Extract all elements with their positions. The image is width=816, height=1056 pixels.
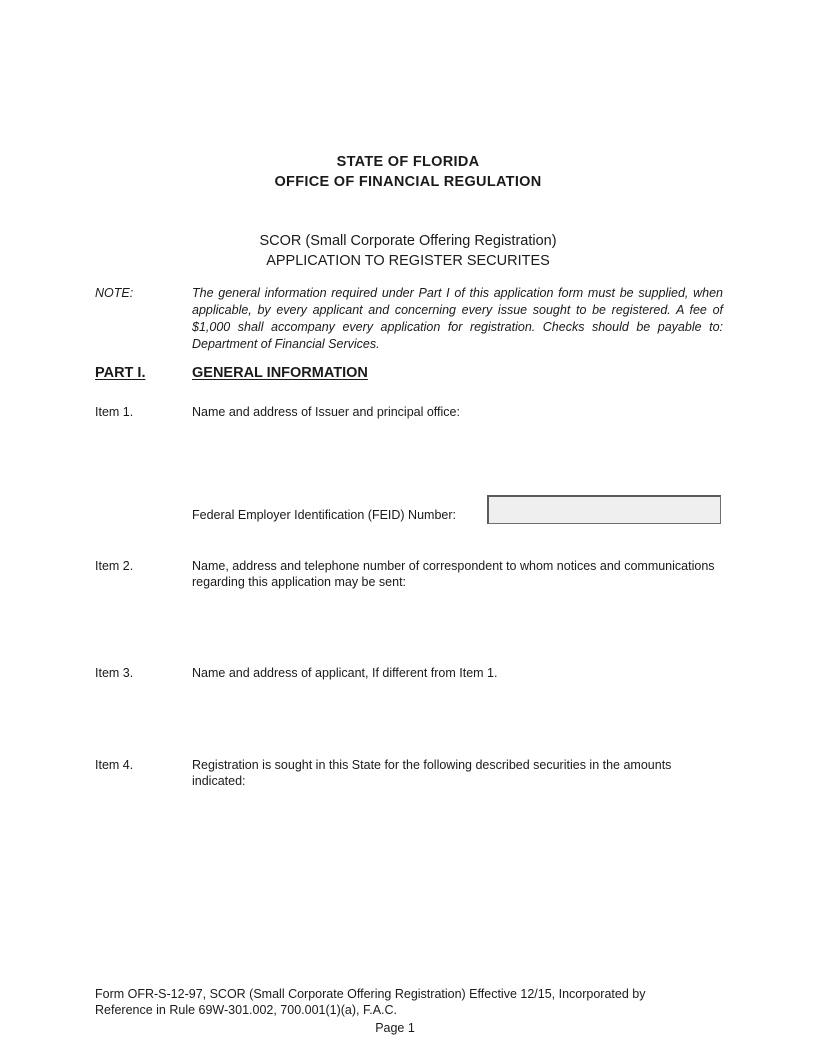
agency-header-line-1: STATE OF FLORIDA: [336, 154, 480, 170]
item-1-row: [95, 404, 723, 420]
form-title-line-1: SCOR (Small Corporate Offering Registration): [259, 233, 557, 249]
item-4-row: [95, 757, 723, 789]
part-heading: [95, 365, 723, 383]
footer-page-number: Page 1: [375, 1021, 415, 1035]
item-3-label: Item 3.: [95, 666, 134, 680]
item-2-text: Name, address and telephone number of correspondent to whom notices and communications regarding this application may be sent:: [192, 559, 715, 589]
item-1-text: Name and address of Issuer and principal office:: [192, 405, 460, 419]
part-label: PART I.: [95, 365, 146, 381]
page-footer: [95, 986, 723, 1036]
note-body: The general information required under Part I of this application form must be supplied, when applicable, by every applicant and concerning every issue sought to be registered. A fee of $1,000 shall accompany every application for registration. Checks should be payable to: Department of Financial Services.: [192, 286, 723, 351]
form-title-line-2: APPLICATION TO REGISTER SECURITES: [266, 253, 550, 269]
form-title: [0, 231, 816, 271]
item-1-label: Item 1.: [95, 405, 134, 419]
item-4-label: Item 4.: [95, 758, 134, 772]
footer-form-reference: Form OFR-S-12-97, SCOR (Small Corporate Offering Registration) Effective 12/15, Incorporated by Reference in Rule 69W-301.002, 700.001(1)(a), F.A.C.: [95, 987, 646, 1017]
note-block: [95, 285, 723, 353]
feid-input[interactable]: [487, 495, 721, 524]
agency-header-line-2: OFFICE OF FINANCIAL REGULATION: [274, 173, 542, 190]
agency-header: [0, 153, 816, 192]
feid-label: Federal Employer Identification (FEID) Number:: [192, 508, 456, 522]
item-3-text: Name and address of applicant, If different from Item 1.: [192, 666, 498, 680]
item-2-row: [95, 558, 723, 590]
item-2-label: Item 2.: [95, 559, 134, 573]
item-3-row: [95, 665, 723, 681]
feid-field-row: [192, 495, 723, 525]
note-label: NOTE:: [95, 286, 134, 300]
part-title: GENERAL INFORMATION: [192, 365, 368, 381]
item-4-text: Registration is sought in this State for the following described securities in the amounts indicated:: [192, 758, 672, 788]
